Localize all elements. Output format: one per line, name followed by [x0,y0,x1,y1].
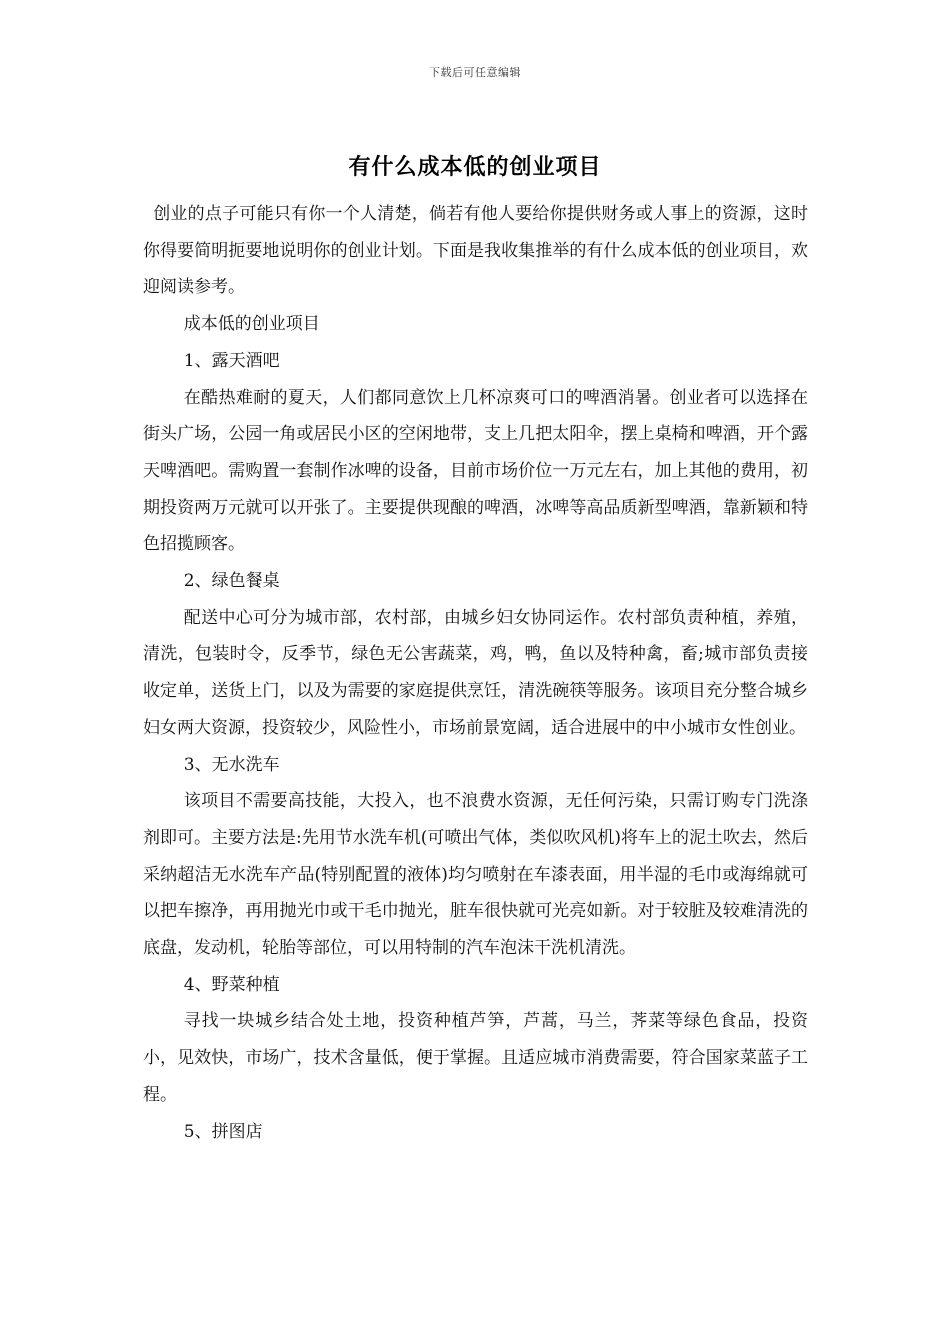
header-note: 下载后可任意编辑 [429,66,521,79]
item-heading: 1、露天酒吧 [183,350,280,371]
section-heading: 成本低的创业项目 [183,314,320,335]
item-body: 在酷热难耐的夏天，人们都同意饮上几杯凉爽可口的啤酒消暑。创业者可以选择在街头广场，公园一角或居民小区的空闲地带，支上几把太阳伞，摆上桌椅和啤酒，开个露天啤酒吧。需购置一套制作冰啤的设备，目前市场价位一万元左右，加上其他的费用，初期投资两万元就可以开张了。主要提供现酿的啤酒，冰啤等高品质新型啤酒，靠新颖和特色招揽顾客。 [143,387,808,555]
item-body: 寻找一块城乡结合处土地，投资种植芦笋，芦蒿，马兰，荠菜等绿色食品，投资小，见效快，市场广，技术含量低，便于掌握。且适应城市消费需要，符合国家菜蓝子工程。 [143,1011,808,1105]
item-heading: 4、野菜种植 [183,974,280,995]
document-body [143,196,808,1150]
item-body: 配送中心可分为城市部，农村部，由城乡妇女协同运作。农村部负责种植，养殖，清洗，包装时令，反季节，绿色无公害蔬菜，鸡，鸭，鱼以及特种禽，畜;城市部负责接收定单，送货上门，以及为需要的家庭提供烹饪，清洗碗筷等服务。该项目充分整合城乡妇女两大资源，投资较少，风险性小，市场前景宽阔，适合进展中的中小城市女性创业。 [143,607,808,738]
item-heading: 3、无水洗车 [183,754,280,775]
document-title: 有什么成本低的创业项目 [348,154,602,180]
item-heading: 2、绿色餐桌 [183,571,280,592]
item-heading: 5、拼图店 [183,1121,263,1142]
intro-paragraph: 创业的点子可能只有你一个人清楚，倘若有他人要给你提供财务或人事上的资源，这时你得要简明扼要地说明你的创业计划。下面是我收集推举的有什么成本低的创业项目，欢迎阅读参考。 [143,204,808,298]
item-body: 该项目不需要高技能，大投入，也不浪费水资源，无任何污染，只需订购专门洗涤剂即可。主要方法是:先用节水洗车机(可喷出气体，类似吹风机)将车上的泥土吹去，然后采纳超洁无水洗车产品(特别配置的液体)均匀喷射在车漆表面，用半湿的毛巾或海绵就可以把车擦净，再用抛光巾或干毛巾抛光，脏车很快就可光亮如新。对于较脏及较难清洗的底盘，发动机，轮胎等部位，可以用特制的汽车泡沫干洗机清洗。 [143,791,808,959]
